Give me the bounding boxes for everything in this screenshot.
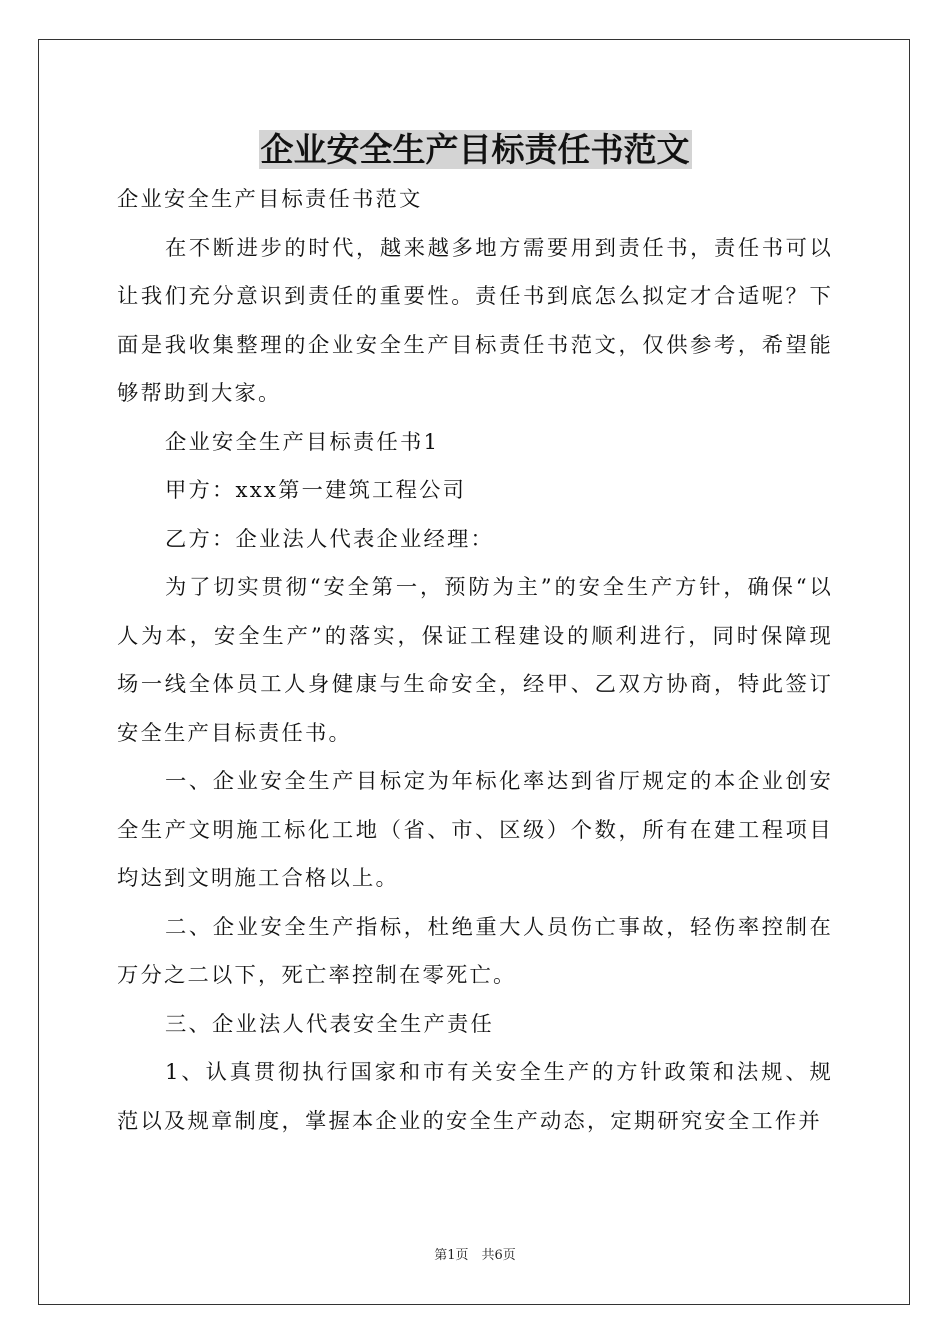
- paragraph: 一、企业安全生产目标定为年标化率达到省厅规定的本企业创安全生产文明施工标化工地（省、市、区级）个数，所有在建工程项目均达到文明施工合格以上。: [117, 769, 833, 891]
- paragraph: 1、认真贯彻执行国家和市有关安全生产的方针政策和法规、规范以及规章制度，掌握本企业的安全生产动态，定期研究安全工作并: [117, 1060, 833, 1134]
- document-title: [0, 126, 950, 174]
- paragraph: 甲方：xxx第一建筑工程公司: [165, 478, 467, 503]
- paragraph: 三、企业法人代表安全生产责任: [165, 1011, 494, 1037]
- page-footer: [0, 1244, 950, 1263]
- page-number: 第1页 共6页: [434, 1248, 516, 1263]
- paragraph: 企业安全生产目标责任书范文: [117, 187, 423, 212]
- paragraph: 二、企业安全生产指标，杜绝重大人员伤亡事故，轻伤率控制在万分之二以下，死亡率控制在零死亡。: [117, 914, 833, 988]
- paragraph: 企业安全生产目标责任书1: [165, 429, 440, 455]
- paragraph: 乙方：企业法人代表企业经理：: [165, 526, 494, 552]
- document-body: [117, 176, 833, 1146]
- paragraph: 为了切实贯彻“安全第一，预防为主”的安全生产方针，确保“以人为本，安全生产”的落实，保证工程建设的顺利进行，同时保障现场一线全体员工人身健康与生命安全，经甲、乙双方协商，特此签订安全生产目标责任书。: [117, 575, 833, 746]
- document-title-text: 企业安全生产目标责任书范文: [260, 130, 690, 169]
- paragraph: 在不断进步的时代，越来越多地方需要用到责任书，责任书可以让我们充分意识到责任的重要性。责任书到底怎么拟定才合适呢？下面是我收集整理的企业安全生产目标责任书范文，仅供参考，希望能够帮助到大家。: [117, 235, 833, 406]
